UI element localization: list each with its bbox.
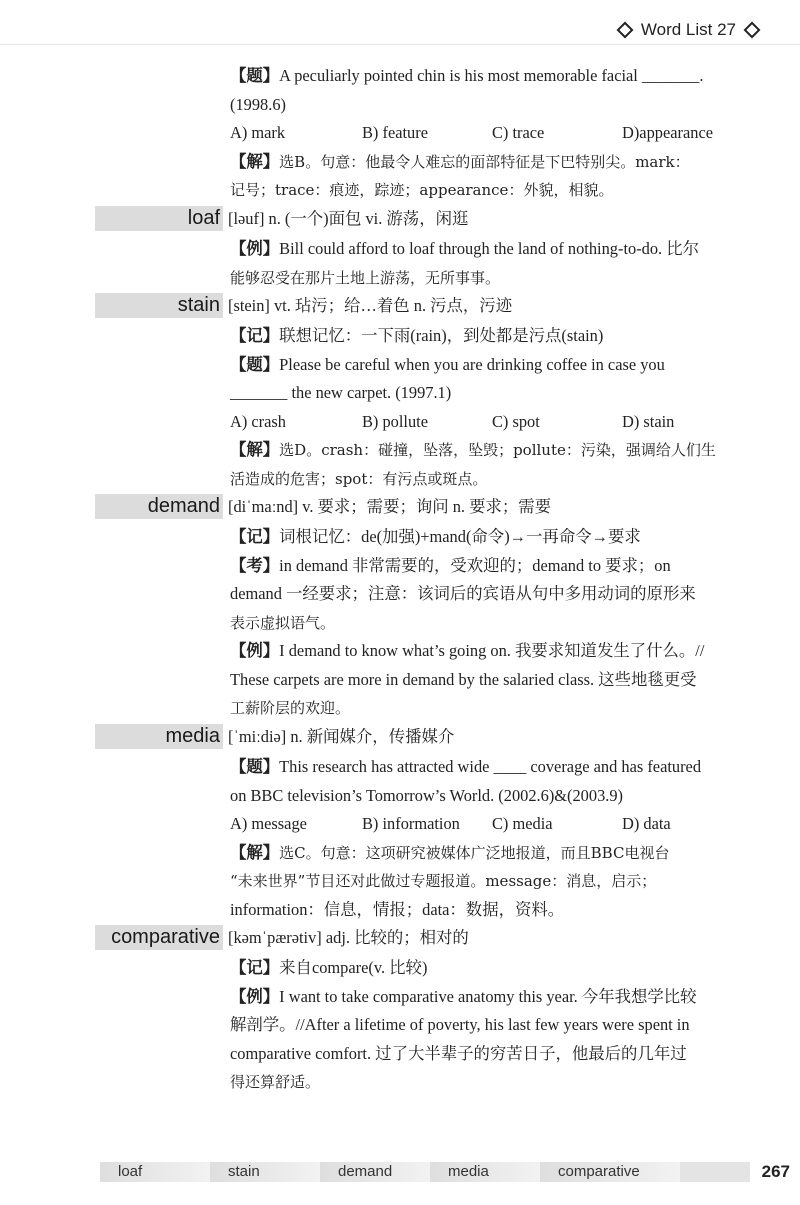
question-text: on BBC television’s Tomorrow’s World. (2002.6)&(2003.9) bbox=[230, 785, 624, 805]
page-header bbox=[615, 20, 762, 40]
answer-text: 选C。句意：这项研究被媒体广泛地报道，而且BBC电视台 bbox=[279, 843, 670, 862]
entry-media bbox=[230, 753, 762, 924]
headword-stain: stain bbox=[95, 293, 223, 318]
exam-text: demand 一经要求；注意：该词后的宾语从句中多用动词的原形来 bbox=[230, 584, 696, 603]
question-text: This research has attracted wide ____ coverage and has featured bbox=[279, 757, 702, 776]
headword-comparative: comparative bbox=[95, 925, 223, 950]
diamond-icon bbox=[744, 22, 761, 39]
footer-fill bbox=[680, 1162, 750, 1182]
option-d: D) data bbox=[622, 814, 671, 833]
definition-stain: [stein] vt. 玷污；给…着色 n. 污点，污迹 bbox=[228, 296, 513, 315]
option-d: D) stain bbox=[622, 411, 675, 431]
question-tag: 【题】 bbox=[230, 66, 280, 85]
exam-tag: 【考】 bbox=[230, 555, 280, 575]
footer-word-tab: comparative bbox=[540, 1162, 680, 1182]
exam-text: in demand 非常需要的，受欢迎的；demand to 要求；on bbox=[279, 555, 671, 575]
answer-tag: 【解】 bbox=[230, 440, 280, 459]
memory-tag: 【记】 bbox=[230, 527, 280, 546]
memory-text: 来自compare(v. 比较) bbox=[279, 958, 428, 977]
headword-loaf: loaf bbox=[95, 206, 223, 231]
answer-text: 活造成的危害；spot：有污点或斑点。 bbox=[230, 469, 488, 488]
footer-word-tab: demand bbox=[320, 1162, 430, 1182]
memory-tag: 【记】 bbox=[230, 958, 280, 977]
definition-media: [ˈmiːdiə] n. 新闻媒介，传播媒介 bbox=[228, 727, 455, 746]
example-text: 得还算舒适。 bbox=[230, 1073, 321, 1091]
question-source: (1998.6) bbox=[230, 94, 286, 114]
example-text: comparative comfort. 过了大半辈子的穷苦日子，他最后的几年过 bbox=[230, 1043, 687, 1063]
options-row bbox=[230, 408, 762, 437]
question-text: Please be careful when you are drinking coffee in case you bbox=[279, 354, 665, 374]
entry-stain bbox=[230, 322, 762, 493]
options-row bbox=[230, 119, 762, 148]
entry-comparative bbox=[230, 954, 762, 1097]
answer-text: information：信息，情报；data：数据，资料。 bbox=[230, 899, 565, 919]
headword-media: media bbox=[95, 724, 223, 749]
intro-entry bbox=[230, 62, 762, 205]
option-d: D)appearance bbox=[622, 123, 713, 142]
example-tag: 【例】 bbox=[230, 986, 280, 1006]
footer-word-tab: loaf bbox=[100, 1162, 210, 1182]
question-tag: 【题】 bbox=[230, 757, 280, 776]
memory-tag: 【记】 bbox=[230, 326, 280, 345]
page-number: 267 bbox=[761, 1162, 790, 1181]
answer-tag: 【解】 bbox=[230, 151, 280, 171]
example-text: I demand to know what’s going on. 我要求知道发生了什么。// bbox=[279, 641, 705, 660]
option-c: C) trace bbox=[492, 123, 545, 142]
option-c: C) spot bbox=[492, 411, 540, 431]
answer-text: 选D。crash：碰撞，坠落，坠毁；pollute：污染，强调给人们生 bbox=[279, 441, 716, 459]
header-title: Word List 27 bbox=[640, 20, 736, 39]
option-a: A) crash bbox=[230, 411, 286, 431]
definition-loaf: [ləuf] n. (一个)面包 vi. 游荡，闲逛 bbox=[228, 209, 469, 228]
diamond-icon bbox=[616, 22, 633, 39]
entry-loaf bbox=[230, 235, 762, 292]
example-tag: 【例】 bbox=[230, 239, 280, 258]
option-b: B) feature bbox=[362, 123, 428, 142]
entry-demand bbox=[230, 523, 762, 723]
answer-text: “未来世界”节目还对此做过专题报道。message：消息，启示； bbox=[230, 872, 657, 890]
example-tag: 【例】 bbox=[230, 641, 280, 660]
example-text: 能够忍受在那片土地上游荡，无所事事。 bbox=[230, 268, 501, 287]
option-c: C) media bbox=[492, 814, 553, 833]
memory-text: 词根记忆：de(加强)+mand(命令)→一再命令→要求 bbox=[279, 527, 641, 546]
option-b: B) information bbox=[362, 814, 460, 833]
definition-comparative: [kəmˈpærətiv] adj. 比较的；相对的 bbox=[228, 928, 469, 947]
options-row bbox=[230, 810, 762, 839]
definition-demand: [diˈmaːnd] v. 要求；需要；询问 n. 要求；需要 bbox=[228, 497, 552, 516]
option-a: A) mark bbox=[230, 123, 286, 142]
question-text: _______ the new carpet. (1997.1) bbox=[230, 383, 452, 402]
memory-text: 联想记忆：一下雨(rain)，到处都是污点(stain) bbox=[279, 326, 604, 345]
footer-word-tab: media bbox=[430, 1162, 540, 1182]
exam-text: 表示虚拟语气。 bbox=[230, 613, 336, 632]
example-text: 解剖学。//After a lifetime of poverty, his last few years were spent in bbox=[230, 1015, 690, 1034]
option-a: A) message bbox=[230, 814, 307, 833]
header-divider bbox=[0, 44, 800, 45]
footer-word-tab: stain bbox=[210, 1162, 320, 1182]
answer-text: 记号；trace：痕迹，踪迹；appearance：外貌，相貌。 bbox=[230, 181, 614, 199]
example-text: Bill could afford to loaf through the land of nothing-to-do. 比尔 bbox=[279, 239, 700, 258]
headword-demand: demand bbox=[95, 494, 223, 519]
page-footer bbox=[100, 1161, 790, 1183]
question-text: A peculiarly pointed chin is his most memorable facial _______. bbox=[279, 66, 704, 85]
question-tag: 【题】 bbox=[230, 354, 280, 374]
example-text: I want to take comparative anatomy this year. 今年我想学比较 bbox=[279, 986, 697, 1006]
answer-tag: 【解】 bbox=[230, 842, 280, 862]
example-text: 工薪阶层的欢迎。 bbox=[230, 699, 351, 717]
option-b: B) pollute bbox=[362, 411, 429, 431]
answer-text: 选B。句意：他最令人难忘的面部特征是下巴特别尖。mark： bbox=[279, 152, 690, 171]
example-text: These carpets are more in demand by the salaried class. 这些地毯更受 bbox=[230, 669, 697, 689]
